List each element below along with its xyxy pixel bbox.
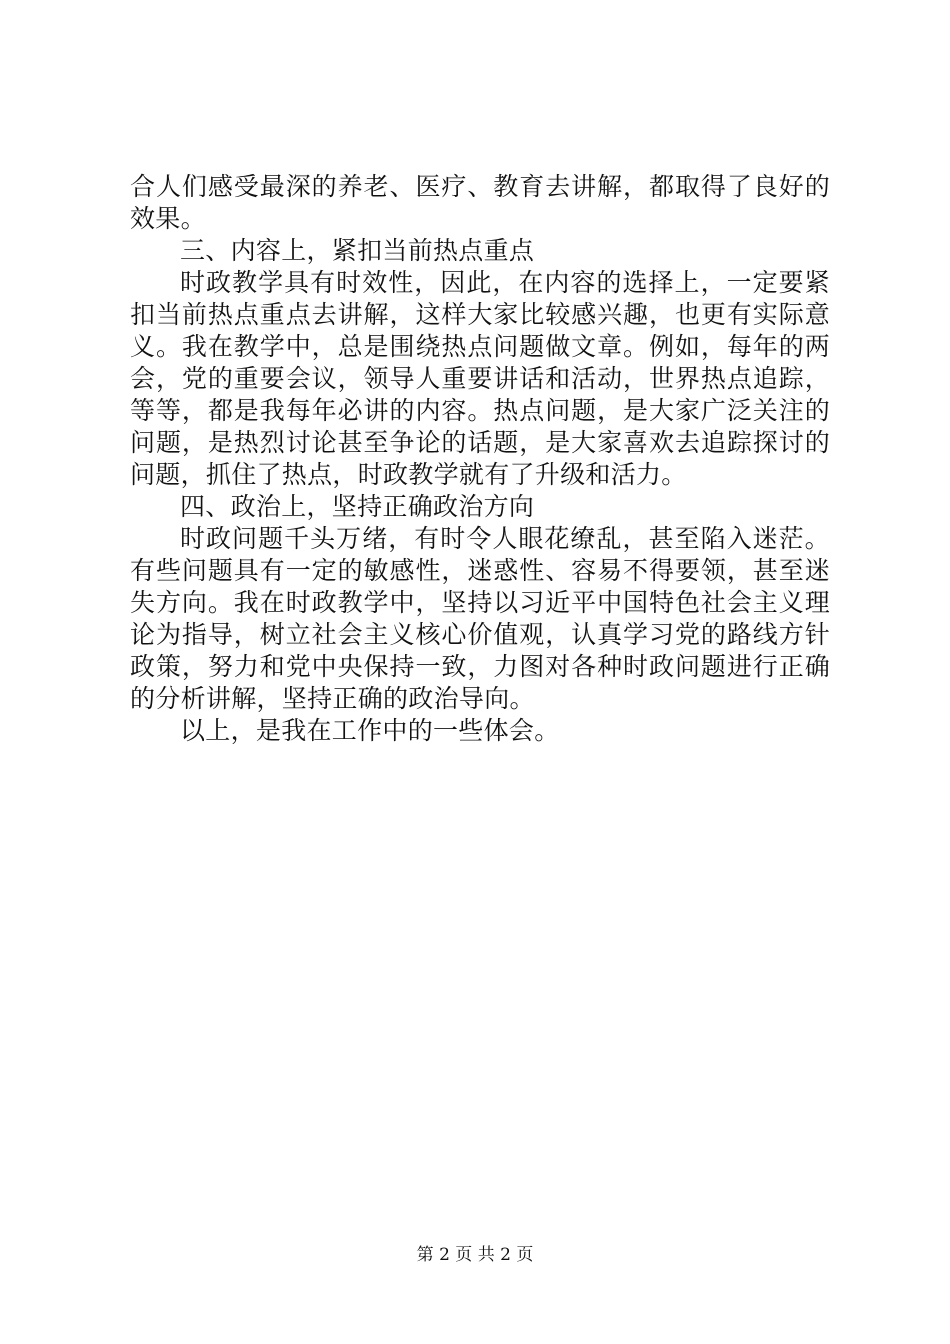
text-line-17: 的分析讲解，坚持正确的政治导向。	[130, 684, 535, 713]
text-line-16: 政策，努力和党中央保持一致，力图对各种时政问题进行正确	[130, 652, 830, 681]
text-line-4: 时政教学具有时效性，因此，在内容的选择上，一定要紧	[180, 268, 830, 297]
page-footer: 第 2 页 共 2 页	[416, 1245, 534, 1265]
text-line-8: 等等，都是我每年必讲的内容。热点问题，是大家广泛关注的	[130, 396, 830, 425]
text-line-1: 合人们感受最深的养老、医疗、教育去讲解，都取得了良好的	[130, 172, 830, 201]
section-heading-4: 四、政治上，坚持正确政治方向	[180, 492, 535, 521]
document-body	[130, 171, 830, 747]
text-line-7: 会，党的重要会议，领导人重要讲话和活动，世界热点追踪，	[130, 364, 830, 393]
text-line-13: 有些问题具有一定的敏感性，迷惑性、容易不得要领，甚至迷	[130, 556, 830, 585]
text-line-6: 义。我在教学中，总是围绕热点问题做文章。例如，每年的两	[130, 332, 830, 361]
text-line-18: 以上，是我在工作中的一些体会。	[180, 716, 560, 745]
text-line-2: 效果。	[130, 204, 206, 233]
text-line-5: 扣当前热点重点去讲解，这样大家比较感兴趣，也更有实际意	[130, 300, 830, 329]
text-line-10: 问题，抓住了热点，时政教学就有了升级和活力。	[130, 460, 687, 489]
section-heading-3: 三、内容上，紧扣当前热点重点	[180, 236, 535, 265]
text-line-9: 问题，是热烈讨论甚至争论的话题，是大家喜欢去追踪探讨的	[130, 428, 830, 457]
text-line-14: 失方向。我在时政教学中，坚持以习近平中国特色社会主义理	[130, 588, 830, 617]
text-line-12: 时政问题千头万绪，有时令人眼花缭乱，甚至陷入迷茫。	[180, 524, 830, 553]
text-line-15: 论为指导，树立社会主义核心价值观，认真学习党的路线方针	[130, 620, 830, 649]
